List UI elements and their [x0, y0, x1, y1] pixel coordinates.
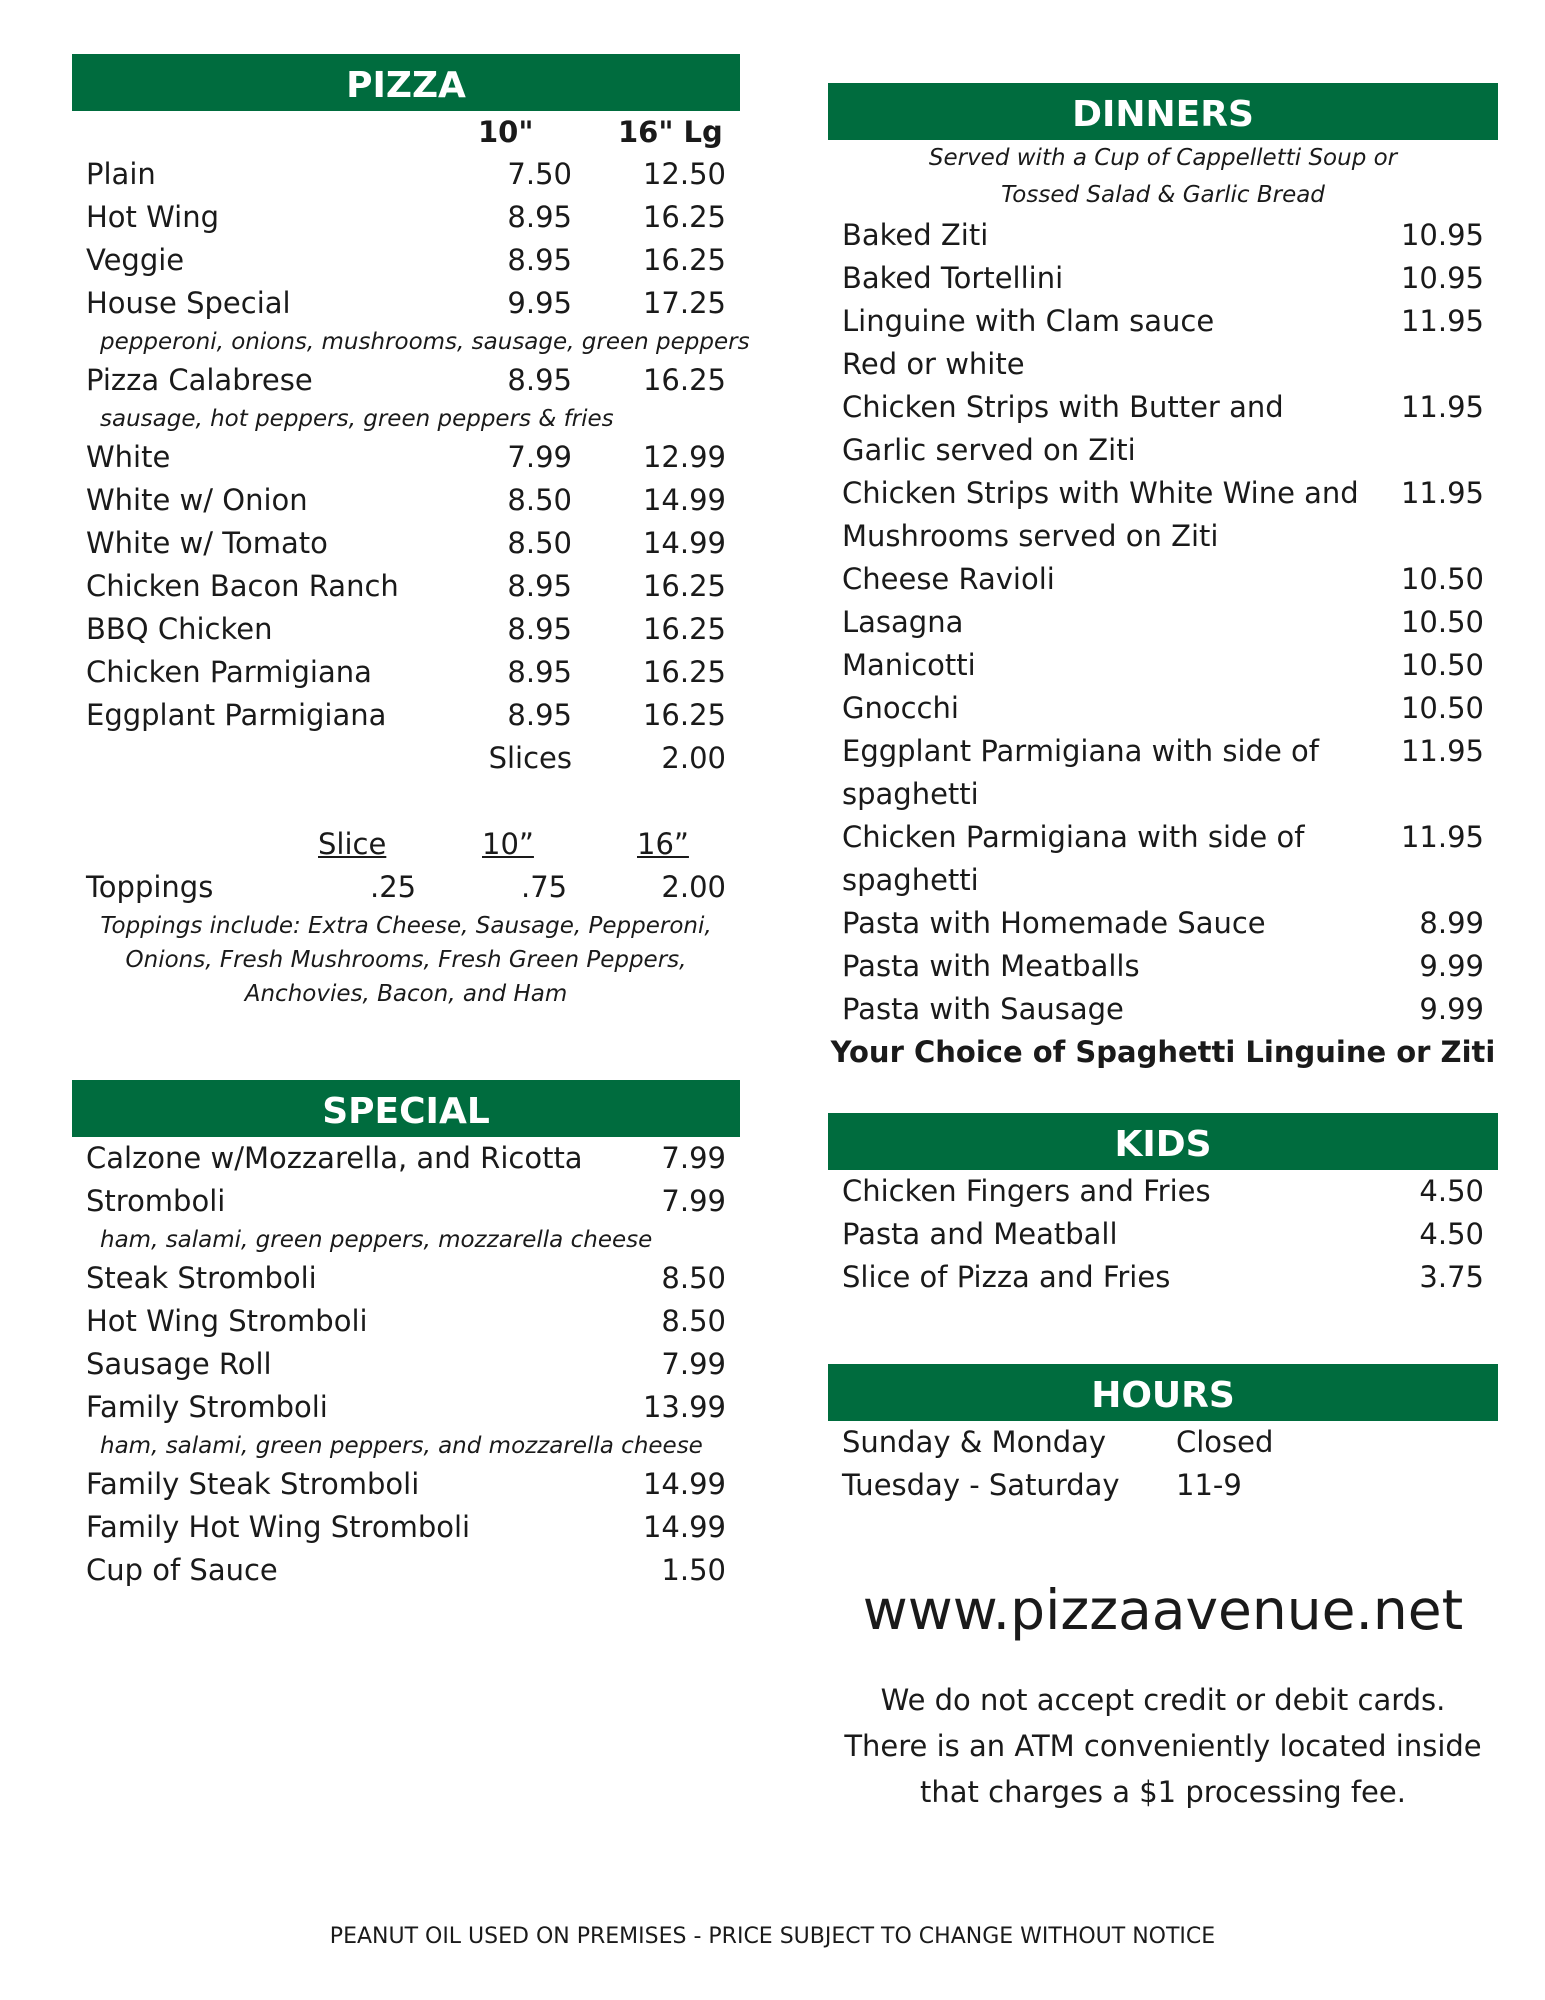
menu-item-row	[828, 988, 1498, 1031]
item-price: 3.75	[1419, 1260, 1484, 1294]
item-name: Pasta and Meatball	[842, 1217, 1118, 1251]
item-price: 8.99	[1419, 906, 1484, 940]
item-name: White w/ Tomato	[86, 526, 328, 560]
item-price: 11.95	[1400, 304, 1484, 338]
toppings-10-header: 10”	[482, 827, 534, 861]
item-name: Pasta with Homemade Sauce	[842, 906, 1266, 940]
item-price: 10.95	[1400, 218, 1484, 252]
menu-item-row	[828, 730, 1498, 816]
item-price: 11.95	[1400, 476, 1484, 510]
special-banner: SPECIAL	[72, 1080, 740, 1137]
item-name: Family Hot Wing Stromboli	[86, 1510, 471, 1544]
item-name: Eggplant Parmigiana with side of spaghetti	[842, 734, 1319, 811]
item-price: 4.50	[1419, 1174, 1484, 1208]
hours-days: Sunday & Monday	[842, 1425, 1107, 1459]
menu-item-row	[828, 1256, 1498, 1299]
item-price-large: 16.25	[642, 200, 726, 234]
item-price-large: 17.25	[642, 286, 726, 320]
item-price: 14.99	[642, 1510, 726, 1544]
menu-item-row	[72, 608, 740, 651]
dinners-subtitle-line: Served with a Cup of Cappelletti Soup or	[928, 145, 1398, 171]
item-name: Sausage Roll	[86, 1347, 272, 1381]
payment-line: There is an ATM conveniently located inside	[844, 1729, 1482, 1763]
item-price: 10.50	[1400, 691, 1484, 725]
item-name: Chicken Parmigiana	[86, 655, 372, 689]
special-section	[72, 1080, 740, 1592]
item-price-small: 8.95	[507, 200, 572, 234]
house-special-note: pepperoni, onions, mushrooms, sausage, green peppers	[100, 329, 750, 355]
pizza-section	[72, 54, 750, 1011]
menu-item-row	[828, 1213, 1498, 1256]
item-price-large: 16.25	[642, 569, 726, 603]
item-price: 11.95	[1400, 390, 1484, 424]
pizza-banner: PIZZA	[72, 54, 740, 111]
toppings-10-price: .75	[521, 870, 568, 904]
hours-row	[828, 1464, 1498, 1507]
payment-line: We do not accept credit or debit cards.	[880, 1683, 1446, 1717]
toppings-headers	[72, 823, 740, 866]
toppings-note-line: Anchovies, Bacon, and Ham	[244, 981, 568, 1007]
menu-item-row	[72, 1343, 740, 1386]
menu-item-row	[72, 153, 740, 196]
menu-item-row	[828, 257, 1498, 300]
size-10-header: 10"	[478, 115, 534, 149]
menu-item-row	[72, 522, 740, 565]
menu-item-row	[72, 1300, 740, 1343]
footer-disclaimer: PEANUT OIL USED ON PREMISES - PRICE SUBJECT TO CHANGE WITHOUT NOTICE	[329, 1924, 1216, 1949]
slices-price: 2.00	[661, 741, 726, 775]
item-price: 9.99	[1419, 992, 1484, 1026]
item-name: Pasta with Sausage	[842, 992, 1124, 1026]
menu-item-row	[72, 1180, 740, 1223]
menu-item-row	[72, 1506, 740, 1549]
item-name: Veggie	[86, 243, 185, 277]
item-price-small: 8.50	[507, 526, 572, 560]
dinners-subtitle	[828, 140, 1498, 214]
menu-item-row	[72, 196, 740, 239]
item-name: Gnocchi	[842, 691, 959, 725]
item-price-large: 12.99	[642, 440, 726, 474]
item-price: 10.50	[1400, 562, 1484, 596]
item-name: Chicken Strips with Butter and Garlic served on Ziti	[842, 390, 1284, 467]
item-price-large: 16.25	[642, 698, 726, 732]
item-price-large: 14.99	[642, 483, 726, 517]
item-price-small: 9.95	[507, 286, 572, 320]
item-name: Pizza Calabrese	[86, 363, 313, 397]
item-name: Family Stromboli	[86, 1390, 328, 1424]
item-name: Slice of Pizza and Fries	[842, 1260, 1171, 1294]
item-name: Chicken Parmigiana with side of spaghetti	[842, 820, 1305, 897]
calabrese-note: sausage, hot peppers, green peppers & fries	[100, 406, 614, 432]
item-name: White	[86, 440, 171, 474]
menu-item-row	[828, 902, 1498, 945]
kids-banner: KIDS	[828, 1113, 1498, 1170]
item-name: Family Steak Stromboli	[86, 1467, 420, 1501]
menu-item-row	[72, 1463, 740, 1506]
item-price: 10.50	[1400, 605, 1484, 639]
pasta-choice-note: Your Choice of Spaghetti Linguine or Ziti	[830, 1035, 1496, 1069]
pizza-size-headers	[72, 111, 740, 153]
menu-item-row	[72, 651, 740, 694]
dinners-subtitle-line: Tossed Salad & Garlic Bread	[1001, 182, 1325, 208]
item-name: Plain	[86, 157, 156, 191]
hours-row	[828, 1421, 1498, 1464]
item-price: 8.50	[661, 1261, 726, 1295]
hours-banner: HOURS	[828, 1364, 1498, 1421]
item-price-small: 8.95	[507, 243, 572, 277]
item-name: Chicken Bacon Ranch	[86, 569, 399, 603]
item-name: Cup of Sauce	[86, 1553, 278, 1587]
item-name: Steak Stromboli	[86, 1261, 317, 1295]
hours-section	[828, 1364, 1498, 1507]
item-price-small: 8.95	[507, 698, 572, 732]
item-name: Linguine with Clam sauce Red or white	[842, 304, 1215, 381]
menu-item-row	[72, 239, 740, 282]
item-price: 13.99	[642, 1390, 726, 1424]
item-name: Pasta with Meatballs	[842, 949, 1140, 983]
toppings-note-line: Onions, Fresh Mushrooms, Fresh Green Peppers,	[125, 947, 687, 973]
item-price: 14.99	[642, 1467, 726, 1501]
item-name: Hot Wing	[86, 200, 220, 234]
menu-item-row	[72, 436, 740, 479]
item-price: 10.50	[1400, 648, 1484, 682]
menu-item-row	[72, 694, 740, 737]
slices-label: Slices	[488, 741, 572, 775]
hours-days: Tuesday - Saturday	[842, 1468, 1120, 1502]
item-name: Cheese Ravioli	[842, 562, 1055, 596]
toppings-row	[72, 866, 740, 909]
toppings-note-line: Toppings include: Extra Cheese, Sausage, Pepperoni,	[100, 913, 712, 939]
menu-item-row	[72, 1549, 740, 1592]
menu-item-row	[828, 558, 1498, 601]
item-price-large: 16.25	[642, 612, 726, 646]
item-price-large: 16.25	[642, 243, 726, 277]
item-price-large: 14.99	[642, 526, 726, 560]
menu-item-row	[828, 945, 1498, 988]
item-price: 7.99	[661, 1141, 726, 1175]
menu-item-row	[828, 386, 1498, 472]
dinners-banner: DINNERS	[828, 83, 1498, 140]
slices-row	[72, 737, 740, 780]
menu-item-row	[72, 1386, 740, 1429]
menu-item-row	[828, 1170, 1498, 1213]
stromboli-note: ham, salami, green peppers, mozzarella cheese	[100, 1227, 653, 1253]
menu-item-row	[828, 644, 1498, 687]
menu-item-row	[828, 472, 1498, 558]
item-price: 1.50	[661, 1553, 726, 1587]
menu-item-row	[828, 214, 1498, 257]
dinners-section	[828, 83, 1498, 1074]
family-stromboli-note: ham, salami, green peppers, and mozzarella cheese	[100, 1433, 703, 1459]
item-name: Stromboli	[86, 1184, 226, 1218]
item-name: Eggplant Parmigiana	[86, 698, 387, 732]
menu-item-row	[72, 1257, 740, 1300]
menu-item-row	[828, 816, 1498, 902]
item-name: Calzone w/Mozzarella, and Ricotta	[86, 1141, 583, 1175]
toppings-slice-header: Slice	[318, 827, 387, 861]
item-price: 11.95	[1400, 820, 1484, 854]
item-price: 7.99	[661, 1347, 726, 1381]
toppings-slice-price: .25	[370, 870, 417, 904]
item-name: Baked Tortellini	[842, 261, 1064, 295]
toppings-note	[72, 909, 740, 1011]
menu-item-row	[828, 300, 1498, 386]
item-name: Hot Wing Stromboli	[86, 1304, 368, 1338]
item-price: 4.50	[1419, 1217, 1484, 1251]
menu-item-row	[72, 1137, 740, 1180]
item-name: White w/ Onion	[86, 483, 308, 517]
item-name: House Special	[86, 286, 291, 320]
item-name: Chicken Fingers and Fries	[842, 1174, 1211, 1208]
item-name: Manicotti	[842, 648, 976, 682]
item-price-small: 8.50	[507, 483, 572, 517]
kids-section	[828, 1113, 1498, 1299]
toppings-16-header: 16”	[637, 827, 689, 861]
hours-time: Closed	[1176, 1425, 1274, 1459]
payment-notice	[828, 1677, 1498, 1815]
item-price-large: 12.50	[642, 157, 726, 191]
item-price: 8.50	[661, 1304, 726, 1338]
menu-item-row	[72, 282, 740, 325]
menu-item-row	[72, 359, 740, 402]
item-price: 7.99	[661, 1184, 726, 1218]
size-16-header: 16" Lg	[618, 115, 723, 149]
payment-line: that charges a $1 processing fee.	[920, 1775, 1406, 1809]
item-price-small: 7.99	[507, 440, 572, 474]
menu-item-row	[72, 565, 740, 608]
item-price-small: 7.50	[507, 157, 572, 191]
item-price-large: 16.25	[642, 655, 726, 689]
item-name: BBQ Chicken	[86, 612, 273, 646]
menu-item-row	[828, 687, 1498, 730]
website-link[interactable]: www.pizzaavenue.net	[862, 1578, 1464, 1642]
item-price-small: 8.95	[507, 655, 572, 689]
toppings-16-price: 2.00	[661, 870, 726, 904]
toppings-label: Toppings	[86, 870, 214, 904]
hours-time: 11-9	[1176, 1468, 1242, 1502]
menu-item-row	[828, 601, 1498, 644]
item-name: Baked Ziti	[842, 218, 989, 252]
item-price-large: 16.25	[642, 363, 726, 397]
item-name: Lasagna	[842, 605, 964, 639]
item-price-small: 8.95	[507, 569, 572, 603]
item-price: 9.99	[1419, 949, 1484, 983]
item-price: 10.95	[1400, 261, 1484, 295]
item-price-small: 8.95	[507, 612, 572, 646]
item-price-small: 8.95	[507, 363, 572, 397]
item-name: Chicken Strips with White Wine and Mushrooms served on Ziti	[842, 476, 1359, 553]
item-price: 11.95	[1400, 734, 1484, 768]
menu-item-row	[72, 479, 740, 522]
